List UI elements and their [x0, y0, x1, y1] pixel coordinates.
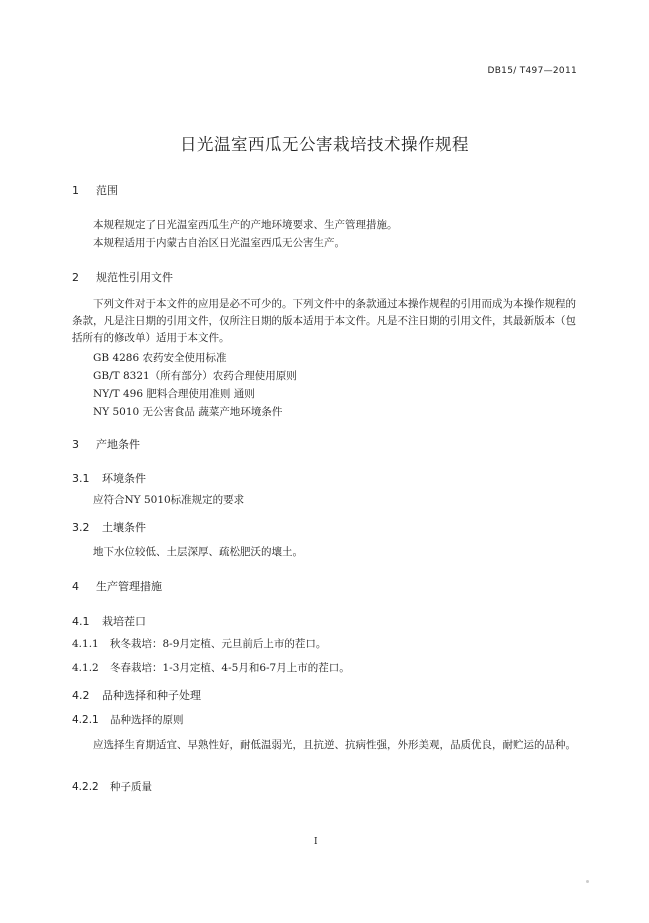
reference-item: GB 4286 农药安全使用标准 — [93, 352, 227, 364]
clause-4-2-1-heading — [72, 712, 184, 727]
subsection-3-1-heading — [72, 470, 146, 486]
paragraph: 本规程适用于内蒙古自治区日光温室西瓜无公害生产。 — [93, 237, 345, 249]
clause-title: 品种选择的原则 — [110, 714, 184, 726]
clause-4-2-2-heading — [72, 779, 152, 794]
clause-title: 种子质量 — [110, 781, 152, 793]
section-number: 3 — [72, 438, 79, 451]
reference-item: GB/T 8321（所有部分）农药合理使用原则 — [93, 370, 297, 382]
section-3-heading — [72, 436, 140, 452]
clause-number: 4.2.1 — [72, 714, 99, 726]
subsection-title: 栽培茬口 — [102, 615, 146, 628]
subsection-number: 4.1 — [72, 615, 90, 628]
reference-item: NY/T 496 肥料合理使用准则 通则 — [93, 388, 255, 400]
subsection-title: 土壤条件 — [102, 521, 146, 534]
paragraph: 地下水位较低、土层深厚、疏松肥沃的壤土。 — [93, 546, 303, 558]
subsection-title: 品种选择和种子处理 — [102, 689, 201, 702]
scan-speck — [586, 880, 589, 883]
reference-item: NY 5010 无公害食品 蔬菜产地环境条件 — [93, 406, 283, 418]
subsection-number: 3.2 — [72, 521, 90, 534]
intro-paragraph: 下列文件对于本文件的应用是必不可少的。下列文件中的条款通过本操作规程的引用而成为本操作规程的条款，凡是注日期的引用文件，仅所注日期的版本适用于本文件。凡是不注日期的引用文件，其最新版本（包括所有的修改单）适用于本文件。 — [72, 298, 576, 344]
subsection-number: 3.1 — [72, 472, 90, 485]
subsection-4-2-heading — [72, 687, 201, 703]
subsection-3-2-heading — [72, 519, 146, 535]
subsection-title: 环境条件 — [102, 472, 146, 485]
page-number: I — [314, 837, 318, 847]
section-number: 4 — [72, 580, 79, 593]
standard-code: DB15/ T497—2011 — [487, 66, 577, 76]
paragraph: 应选择生育期适宜、早熟性好，耐低温弱光，且抗逆、抗病性强，外形美观，品质优良，耐贮运的品种。 — [93, 739, 576, 751]
section-4-heading — [72, 578, 162, 594]
section-2-heading — [72, 269, 173, 285]
paragraph: 本规程规定了日光温室西瓜生产的产地环境要求、生产管理措施。 — [93, 219, 398, 231]
section-number: 2 — [72, 271, 79, 284]
clause-number: 4.1.2 — [72, 662, 99, 674]
section-title: 范围 — [96, 184, 118, 197]
clause-4-1-2 — [72, 660, 350, 675]
clause-4-1-1 — [72, 636, 326, 651]
clause-number: 4.1.1 — [72, 638, 99, 650]
section-1-heading — [72, 182, 118, 198]
clause-text: 冬春栽培：1-3月定植、4-5月和6-7月上市的茬口。 — [110, 662, 350, 674]
subsection-number: 4.2 — [72, 689, 90, 702]
clause-number: 4.2.2 — [72, 781, 99, 793]
section-number: 1 — [72, 184, 79, 197]
document-title: 日光温室西瓜无公害栽培技术操作规程 — [180, 135, 469, 154]
section-title: 产地条件 — [96, 438, 140, 451]
clause-text: 秋冬栽培：8-9月定植、元旦前后上市的茬口。 — [110, 638, 327, 650]
section-title: 规范性引用文件 — [96, 271, 173, 284]
paragraph: 应符合NY 5010标准规定的要求 — [93, 494, 245, 506]
subsection-4-1-heading — [72, 613, 146, 629]
section-title: 生产管理措施 — [96, 580, 162, 593]
